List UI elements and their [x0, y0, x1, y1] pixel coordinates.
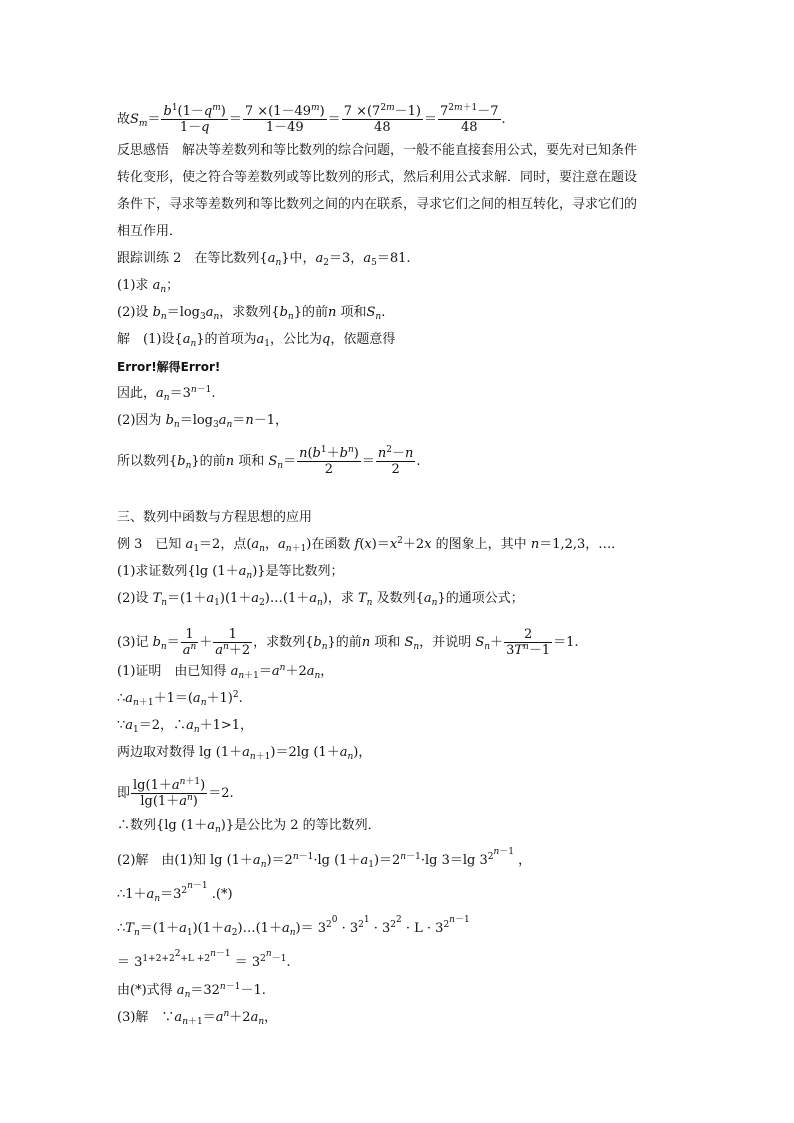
- proof-3: $\because a_1=2$，$\therefore a_n+1>1$，: [117, 718, 254, 735]
- example-3-q1: (1)求证数列{lg $(1+a_n)$}是等比数列；: [117, 564, 344, 581]
- reflection-line-1: 反思感悟 解决等差数列和等比数列的综合问题，一般不能直接套用公式，要先对已知条件: [117, 143, 638, 158]
- practice-q2: (2)设 $b_n=\log_3a_n$，求数列$\{b_n\}$的前n 项和$S_n$.: [117, 305, 386, 322]
- section-heading: 三、数列中函数与方程思想的应用: [117, 510, 313, 525]
- proof-6: ∴数列{lg $(1+a_n)$}是公比为 2 的等比数列．: [117, 818, 381, 835]
- part2-line-1: (2)解 由(1)知 $\lg (1+a_n)=2^{n-1}\cdot\lg$ $(1+a_1)=2^{n-1}\cdot\lg$ 3＝lg $3^{2^{n-1}}$ ，: [117, 847, 532, 870]
- part3-line-1: (3)解 $\because a_{n+1}=a^n+2a_n$，: [117, 1009, 278, 1027]
- proof-1: (1)证明 由已知得 $a_{n+1}=a^n+2a_n$，: [117, 663, 334, 681]
- proof-4: 两边取对数得 $\lg (1+a_{n+1})=2\lg$ $(1+a_n)$，: [117, 745, 372, 762]
- part2-line-4: ＝ $3^{1+2+2^2+L +2^{n-1}} = 3^{2^n-1}$.: [117, 949, 291, 970]
- solution-2: (2)因为 $b_n=\log_3a_n=n-1$，: [117, 413, 288, 430]
- practice-2-title: 跟踪训练 2 在等比数列$\{a_n\}$中，$a_2=3$，$a_5=81$.: [117, 251, 411, 268]
- reflection-line-4: 相互作用．: [117, 224, 183, 239]
- example-3: 例 3 已知 $a_1=2$，点($a_n$，$a_{n+1}$)在函数 $f(x)=x^2+2x$ 的图象上，其中 n＝1,2,3，…．: [117, 536, 625, 554]
- example-3-q3: (3)记 $b_n=$ $\frac{1}{a^n}$ ＋ $\frac{1}{a^n+2}$ ，求数列$\{b_n\}$的前n 项和 $S_n$，并说明 $S_n+$ $\frac{2}{3T^n-1}$ ＝1.: [117, 627, 579, 658]
- therefore-an: 因此，$a_n=3^{n-1}$.: [117, 385, 216, 403]
- example-3-q2: (2)设 $T_n=(1+a_1)(1+a_2)\dots(1+a_n)$，求 $T_n$ 及数列$\{a_n\}$的通项公式；: [117, 591, 524, 608]
- part2-line-2: $\therefore 1+a_n=3^{2^{n-1}}$ .(*): [117, 881, 233, 904]
- sum-sn: 所以数列$\{b_n\}$的前n 项和 $S_n=$ $\frac{n(b^1+b^n)}{2}$ ＝ $\frac{n^2-n}{2}$ .: [117, 445, 421, 477]
- proof-5: 即 $\frac{\lg(1+a^{n+1})}{\lg(1+a^n)}$ ＝2.: [117, 777, 234, 809]
- error-line: Error!解得Error!: [117, 360, 221, 374]
- sm-formula: 故$S_m=$ $\frac{b^1(1-q^m)}{1-q}$ ＝ $\frac{7 \times(1-49^m)}{1-49}$ ＝ $\frac{7 \times(7^{2m}-1)}{48}$ ＝ $\frac{7^{2m+1}-7}{48}$ .: [117, 103, 506, 135]
- reflection-line-3: 条件下，寻求等差数列和等比数列之间的内在联系，寻求它们之间的相互转化，寻求它们的: [117, 197, 638, 212]
- practice-q1: (1)求 $a_n$；: [117, 278, 180, 295]
- part2-line-3: $\therefore T_n=(1+a_1)(1+a_2)\dots(1+a_n)= 3^{2^0} \cdot 3^{2^1} \cdot 3^{2^2} \cdot L \cdot 3^{2^{n-1}}$: [117, 915, 470, 938]
- proof-2: $\therefore a_{n+1}+1=(a_n+1)^2$.: [117, 690, 243, 708]
- reflection-line-2: 转化变形，使之符合等差数列或等比数列的形式，然后利用公式求解．同时，要注意在题设: [117, 170, 638, 185]
- part2-line-5: 由(*)式得 $a_n=32^{n-1}-1$.: [117, 982, 266, 1000]
- solution-1: 解 (1)设$\{a_n\}$的首项为$a_1$，公比为q，依题意得: [117, 332, 396, 349]
